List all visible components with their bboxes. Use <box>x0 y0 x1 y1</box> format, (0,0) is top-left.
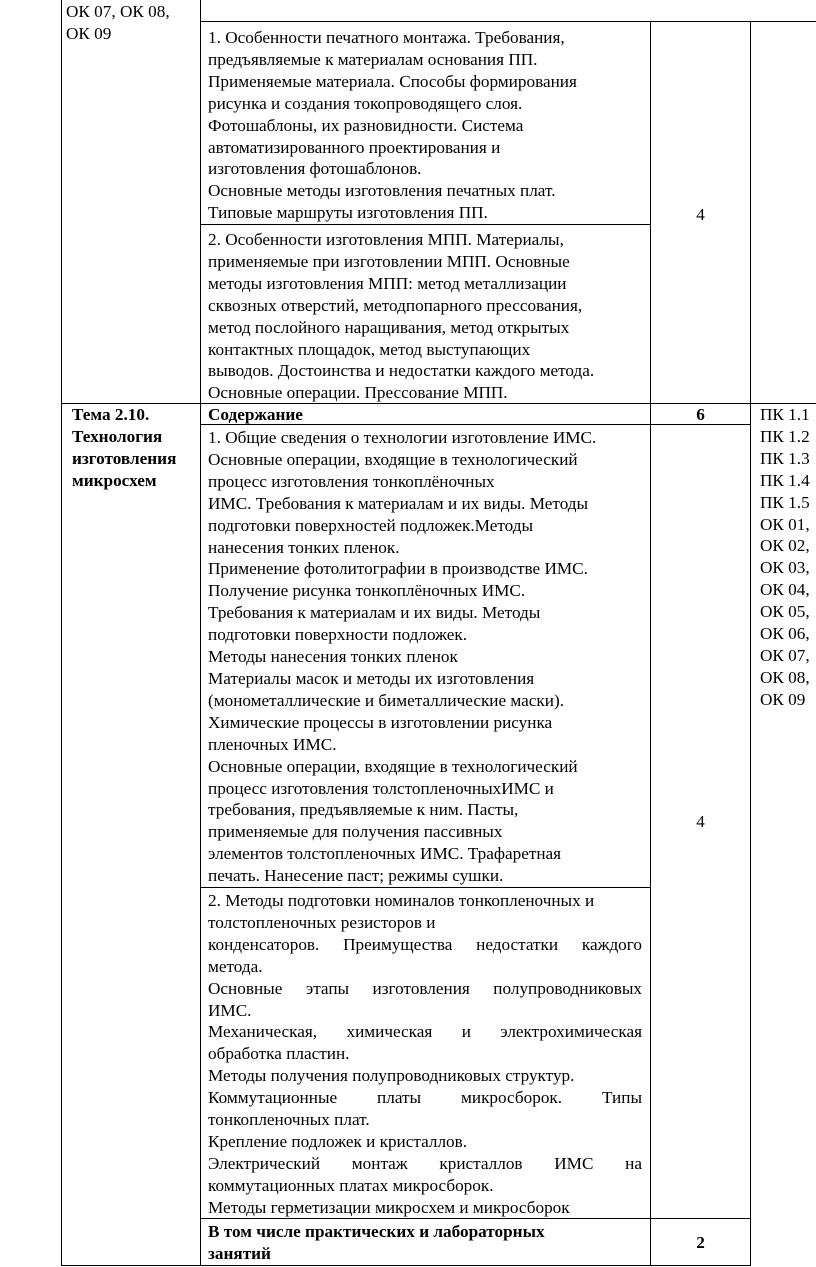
topic-item-2-line: Механическая, химическая и электрохимическая <box>208 1022 642 1042</box>
topic-item-2-line: Электрический монтаж кристаллов ИМС на <box>208 1153 642 1173</box>
prev-item-2: 2. Особенности изготовления МПП. Материалы, применяемые при изготовлении МПП. Основные методы изготовления МПП: метод металлизации сквозных отверстий, методпопарного прессования, метод послойного наращивания, метод открытых контактных площадок, метод выступающих выводов. Достоинства и недостатки каждого метода. Основные операции. Прессование МПП. <box>208 230 595 403</box>
topic-item-2 <box>208 890 642 1219</box>
topic-item-2-line: 2. Методы подготовки номиналов тонкопленочных и <box>208 891 595 910</box>
prev-hours: 4 <box>696 205 705 224</box>
prev-item-1: 1. Особенности печатного монтажа. Требования, предъявляемые к материалам основания ПП. Применяемые материала. Способы формирования рисунка и создания токопроводящего слоя. Фотошаблоны, их разновидности. Система автоматизированного проектирования и изготовления фотошаблонов. Основные методы изготовления печатных плат. Типовые маршруты изготовления ПП. <box>208 28 577 223</box>
topic-item-2-line: Крепление подложек и кристаллов. <box>208 1131 468 1151</box>
table-line-bottom <box>61 1265 751 1266</box>
topic-item-2-line: Методы герметизации микросхем и микросборок <box>208 1197 570 1217</box>
topic-item-2-line: ИМС. <box>208 1000 252 1020</box>
topic-competencies: ПК 1.1 ПК 1.2 ПК 1.3 ПК 1.4 ПК 1.5 ОК 01, ОК 02, ОК 03, ОК 04, ОК 05, ОК 06, ОК 07, ОК 08, ОК 09 <box>760 405 810 709</box>
topic-item-2-line: Основные этапы изготовления полупроводниковых <box>208 978 642 998</box>
topic-item-2-line: тонкопленочных плат. <box>208 1110 370 1130</box>
content-hours: 6 <box>696 405 705 424</box>
topic-item-2-line: обработка пластин. <box>208 1044 350 1064</box>
prev-competencies: ОК 07, ОК 08, ОК 09 <box>66 2 170 43</box>
topic-item-2-line: толстопленочных резисторов и <box>208 912 436 932</box>
practical-hours: 2 <box>696 1233 705 1252</box>
topic-title: Тема 2.10. Технология изготовления микросхем <box>72 405 177 490</box>
practical-label: В том числе практических и лабораторных занятий <box>208 1222 545 1263</box>
table-border-left <box>61 0 62 1266</box>
topic-item-2-line: Коммутационные платы микросборок. Типы <box>208 1088 642 1108</box>
topic-item-2-line: метода. <box>208 956 263 976</box>
table-line-items-split <box>200 887 651 888</box>
items-hours: 4 <box>696 812 705 831</box>
table-border-col2 <box>200 0 201 1266</box>
table-line-top-inner <box>200 21 816 22</box>
table-border-col4 <box>750 22 751 1266</box>
topic-item-2-line: Методы получения полупроводниковых структур. <box>208 1066 575 1086</box>
topic-item-2-line: коммутационных платах микросборок. <box>208 1175 494 1195</box>
topic-item-2-line: конденсаторов. Преимущества недостатки каждого <box>208 934 642 954</box>
content-label: Содержание <box>208 405 303 424</box>
topic-item-1: 1. Общие сведения о технологии изготовление ИМС. Основные операции, входящие в технологический процесс изготовления тонкоплёночных ИМС. Требования к материалам и их виды. Методы подготовки поверхностей подложек.Методы нанесения тонких пленок. Применение фотолитографии в производстве ИМС. Получение рисунка тонкоплёночных ИМС. Требования к материалам и их виды. Методы подготовки поверхности подложек. Методы нанесения тонких пленок Материалы масок и методы их изготовления (монометаллические и биметаллические маски). Химические процессы в изготовлении рисунка пленочных ИМС. Основные операции, входящие в технологический процесс изготовления толстопленочныхИМС и требования, предъявляемые к ним. Пасты, применяемые для получения пассивных элементов толстопленочных ИМС. Трафаретная печать. Нанесение паст; режимы сушки. <box>208 428 597 886</box>
